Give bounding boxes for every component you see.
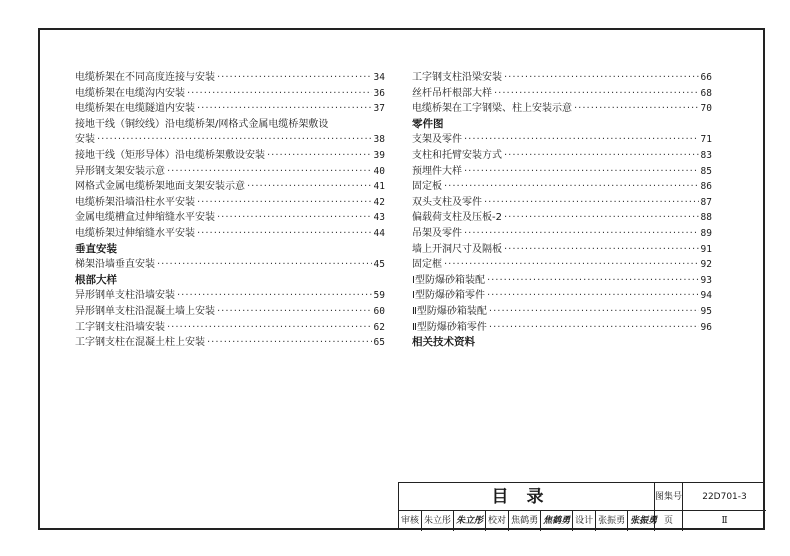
toc-entry [75,195,385,211]
toc-leader-dots [187,86,372,102]
toc-entry-page: 86 [700,181,712,193]
toc-leader-dots [487,273,699,289]
toc-entry-title: 根部大样 [75,273,117,286]
toc-entry [75,117,385,133]
toc-entry [412,86,712,102]
toc-entry-page: 38 [373,134,385,146]
design-signature: 张振勇 [630,516,658,526]
toc-entry-title: 支架及零件 [412,134,462,146]
toc-entry [412,132,712,148]
toc-entry-title: 电缆桥架过伸缩缝水平安装 [75,227,195,239]
toc-leader-dots [157,257,372,273]
toc-leader-dots [217,210,372,226]
toc-entry-page: 88 [700,212,712,224]
toc-entry-title: 电缆桥架在不同高度连接与安装 [75,72,215,83]
toc-entry [412,304,712,320]
toc-entry-title: 垂直安装 [75,242,117,255]
check-signature: 焦鹤勇 [541,511,573,531]
check-name: 焦鹤勇 [509,511,541,531]
toc-entry [412,273,712,289]
toc-entry-page: 92 [700,259,712,271]
toc-entry-title: 异形钢支架安装示意 [75,165,165,177]
toc-entry-title: 丝杆吊杆根部大样 [412,87,492,99]
toc-entry-page: 44 [373,227,385,239]
toc-entry-title: Ⅱ型防爆砂箱装配 [412,305,487,317]
toc-leader-dots [484,195,699,211]
toc-entry-page: 43 [373,212,385,224]
toc-entry-page: 40 [373,165,385,177]
signature-row [399,511,658,531]
toc-leader-dots [197,226,372,242]
toc-entry-title: Ⅰ型防爆砂箱装配 [412,274,485,286]
toc-leader-dots [167,164,372,180]
toc-leader-dots [489,304,699,320]
toc-entry [412,257,712,273]
review-signature: 朱立彤 [454,511,486,531]
toc-leader-dots [97,132,372,148]
toc-entry [75,335,385,351]
toc-entry [412,148,712,164]
toc-entry-page: 66 [700,72,712,83]
review-name: 朱立彤 [422,511,454,531]
toc-entry-title: 梯架沿墙垂直安装 [75,259,155,271]
toc-entry-title: 固定框 [412,259,442,271]
toc-entry-page: 37 [373,103,385,115]
toc-right-column [412,70,712,351]
toc-entry [412,210,712,226]
toc-entry-page: 42 [373,196,385,208]
toc-leader-dots [574,101,699,117]
toc-leader-dots [487,288,699,304]
toc-entry-title: 支柱和托臂安装方式 [412,149,502,161]
toc-entry-title: 工字钢支柱沿梁安装 [412,72,502,83]
document-title: 目录 [399,483,655,511]
toc-entry-page: 59 [373,290,385,302]
toc-entry [412,242,712,258]
toc-entry-page: 95 [700,305,712,317]
toc-entry-page: 68 [700,87,712,99]
toc-entry-title: 双头支柱及零件 [412,196,482,208]
toc-entry-title: 相关技术资料 [412,336,475,349]
toc-entry-title: Ⅱ型防爆砂箱零件 [412,321,487,333]
toc-entry-title: 异形钢单支柱沿混凝土墙上安装 [75,305,215,317]
toc-leader-dots [504,242,699,258]
toc-leader-dots [504,210,699,226]
toc-entry-page: 39 [373,149,385,161]
check-label: 校对 [486,511,509,531]
toc-entry [75,179,385,195]
toc-leader-dots [267,148,372,164]
toc-leader-dots [247,179,372,195]
toc-section-heading [75,273,385,289]
toc-leader-dots [444,257,699,273]
toc-entry-title: 偏载荷支柱及压板-2 [412,212,502,224]
toc-leader-dots [504,70,699,86]
page-value: Ⅱ [721,516,728,526]
toc-entry-page: 65 [373,337,385,349]
toc-entry-title: 网格式金属电缆桥架地面支架安装示意 [75,181,245,193]
toc-entry [75,304,385,320]
toc-entry-page: 45 [373,259,385,271]
toc-entry [412,320,712,336]
toc-entry-title: 吊架及零件 [412,227,462,239]
toc-entry [412,226,712,242]
toc-leader-dots [167,320,372,336]
toc-entry-page: 93 [700,274,712,286]
toc-entry-title: 墙上开洞尺寸及隔板 [412,243,502,255]
toc-entry-title: 电缆桥架在电缆隧道内安装 [75,103,195,115]
toc-entry-page: 94 [700,290,712,302]
toc-entry [75,226,385,242]
toc-entry-page: 96 [700,321,712,333]
toc-entry [75,320,385,336]
toc-entry-title: 工字钢支柱在混凝土柱上安装 [75,337,205,349]
title-block [398,482,765,530]
toc-entry [75,210,385,226]
toc-leader-dots [197,101,372,117]
toc-entry-title: Ⅰ型防爆砂箱零件 [412,290,485,302]
toc-entry [412,179,712,195]
toc-entry-title: 接地干线（铜绞线）沿电缆桥架/网格式金属电缆桥架敷设 [75,118,329,130]
toc-entry-title: 预埋件大样 [412,165,462,177]
toc-entry [75,148,385,164]
toc-entry-page: 41 [373,181,385,193]
toc-entry-page: 70 [700,103,712,115]
toc-entry-title: 零件图 [412,117,444,130]
toc-leader-dots [177,288,372,304]
toc-entry-title: 金属电缆槽盒过伸缩缝水平安装 [75,212,215,224]
toc-leader-dots [464,164,699,180]
toc-entry-title: 固定板 [412,181,442,193]
toc-entry-page: 85 [700,165,712,177]
toc-entry-page: 36 [373,87,385,99]
toc-leader-dots [489,320,699,336]
toc-entry-page: 83 [700,149,712,161]
toc-leader-dots [464,226,699,242]
toc-entry-page: 89 [700,227,712,239]
atlas-number-value: 22D701-3 [683,483,766,511]
design-name: 张振勇 [596,511,628,531]
toc-entry-title: 接地干线（矩形导体）沿电缆桥架敷设安装 [75,149,265,161]
toc-entry-page: 87 [700,196,712,208]
toc-entry-title: 电缆桥架沿墙沿柱水平安装 [75,196,195,208]
toc-entry-page: 71 [700,134,712,146]
toc-entry-title: 电缆桥架在电缆沟内安装 [75,87,185,99]
toc-section-heading [412,335,712,351]
toc-leader-dots [217,304,372,320]
toc-entry [75,257,385,273]
toc-entry-page: 34 [373,72,385,83]
toc-leader-dots [207,335,372,351]
toc-entry-title: 电缆桥架在工字钢梁、柱上安装示意 [412,103,572,115]
toc-leader-dots [504,148,699,164]
toc-entry [412,288,712,304]
toc-entry [412,164,712,180]
toc-entry [75,86,385,102]
toc-entry [75,288,385,304]
toc-entry-page: 60 [373,305,385,317]
toc-section-heading [75,242,385,258]
toc-entry-title: 异形钢单支柱沿墙安装 [75,290,175,302]
toc-section-heading [412,117,712,133]
toc-entry [75,70,385,86]
toc-entry [412,195,712,211]
toc-leader-dots [217,70,372,86]
page-label: 页 [655,511,683,531]
toc-entry [75,164,385,180]
toc-left-column [75,70,385,351]
toc-leader-dots [494,86,699,102]
toc-leader-dots [464,132,699,148]
toc-entry [412,70,712,86]
toc-entry [75,101,385,117]
design-label: 设计 [573,511,596,531]
toc-entry-title: 工字钢支柱沿墙安装 [75,321,165,333]
toc-entry-page: 91 [700,243,712,255]
toc-entry-page: 62 [373,321,385,333]
toc-leader-dots [444,179,699,195]
toc-entry-title: 安装 [75,134,95,146]
toc-entry [75,132,385,148]
review-label: 审核 [399,511,422,531]
toc-entry [412,101,712,117]
toc-leader-dots [197,195,372,211]
atlas-number-label: 图集号 [655,483,683,511]
